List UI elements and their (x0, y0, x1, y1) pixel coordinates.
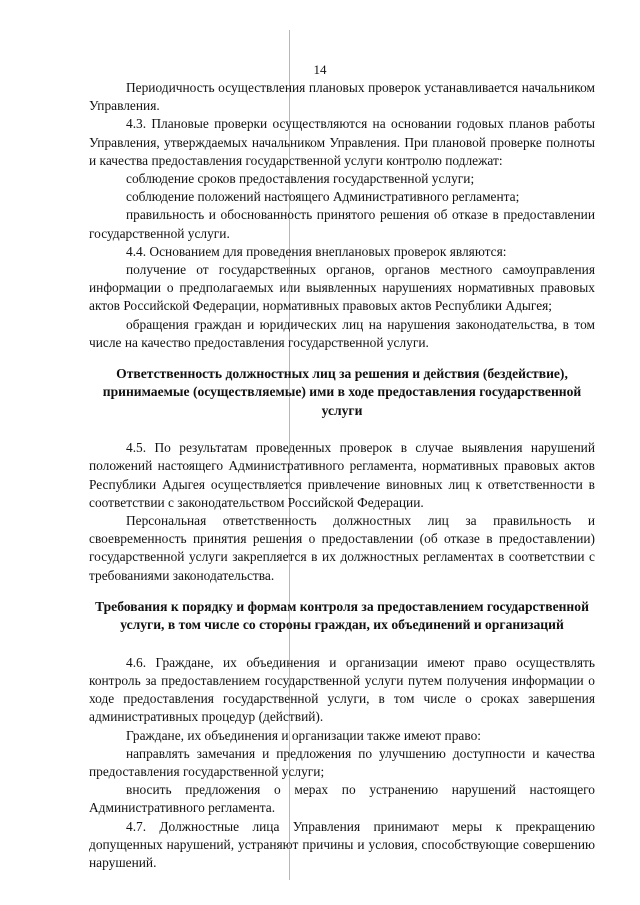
paragraph: соблюдение сроков предоставления государственной услуги; (126, 171, 475, 187)
paragraph: 4.7. Должностные лица Управления принимают меры к прекращению допущенных нарушений, устраняют причины и условия, способствующие совершению нарушений. (89, 818, 595, 870)
paragraph: 4.4. Основанием для проведения внеплановых проверок являются: (126, 243, 507, 259)
paragraph: 4.6. Граждане, их объединения и организации имеют право осуществлять контроль за предоставлением государственной услуги путем получения информации о ходе предоставления государственной услуги, в том числе о сроках завершения административных процедур (действий). (89, 654, 595, 725)
paragraph: получение от государственных органов, органов местного самоуправления информации о предполагаемых или выявленных нарушениях нормативных правовых актов Российской Федерации, нормативных правовых актов Республики Адыгея; (89, 262, 595, 314)
section-heading: Требования к порядку и формам контроля за предоставлением государственной услуги, в том числе со стороны граждан, их объединений и организаций (95, 598, 589, 633)
document-body (89, 79, 595, 872)
paragraph: направлять замечания и предложения по улучшению доступности и качества предоставления государственной услуги; (89, 745, 595, 779)
paragraph: Граждане, их объединения и организации также имеют право: (126, 727, 481, 743)
spacer (89, 585, 595, 598)
paragraph: обращения граждан и юридических лиц на нарушения законодательства, в том числе на качество предоставления государственной услуги. (89, 316, 595, 350)
page-number: 14 (313, 62, 327, 77)
paragraph: 4.3. Плановые проверки осуществляются на основании годовых планов работы Управления, утверждаемых начальником Управления. При плановой проверке полноты и качества предоставления государственной услуги контролю подлежат: (89, 116, 595, 168)
paragraph: соблюдение положений настоящего Административного регламента; (126, 189, 520, 205)
paragraph: 4.5. По результатам проведенных проверок в случае выявления нарушений положений настоящего Административного регламента, нормативных правовых актов Республики Адыгея осуществляется привлечение виновных лиц к ответственности в соответствии с законодательством Российской Федерации. (89, 440, 595, 510)
spacer (89, 352, 595, 365)
spacer (89, 635, 595, 654)
spacer (89, 420, 595, 439)
paragraph: вносить предложения о мерах по устранению нарушений настоящего Административного регламента. (89, 782, 595, 816)
paragraph: Персональная ответственность должностных лиц за правильность и своевременность принятия решения о предоставлении (об отказе в предоставлении) государственной услуги закрепляется в их должностных регламентах в соответствии с требованиями законодательства. (89, 513, 595, 583)
paragraph: Периодичность осуществления плановых проверок устанавливается начальником Управления. (89, 80, 595, 114)
paragraph: правильность и обоснованность принятого решения об отказе в предоставлении государственной услуги. (89, 207, 595, 241)
section-heading: Ответственность должностных лиц за решения и действия (бездействие), принимаемые (осуществляемые) ими в ходе предоставления государственной услуги (102, 366, 582, 418)
